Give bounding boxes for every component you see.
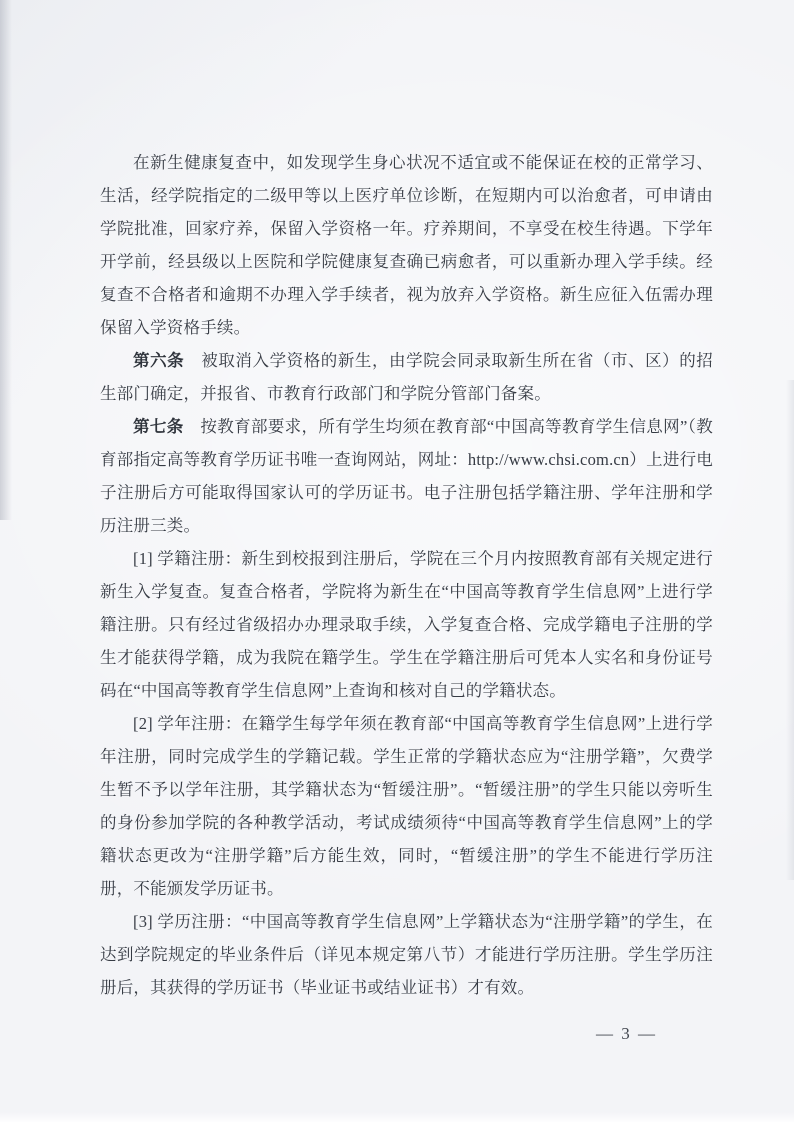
article-6-heading: 第六条: [133, 351, 185, 370]
paragraph-xueli-registration: [100, 905, 713, 1004]
paragraph-text: 按教育部要求，所有学生均须在教育部“中国高等教育学生信息网”（教育部指定高等教育学历证书唯一查询网站，网址：http://www.chsi.com.cn）上进行电子注册后方可能取得国家认可的学历证书。电子注册包括学籍注册、学年注册和学历注册三类。: [100, 417, 713, 535]
paragraph-text: [1] 学籍注册：新生到校报到注册后，学院在三个月内按照教育部有关规定进行新生入学复查。复查合格者，学院将为新生在“中国高等教育学生信息网”上进行学籍注册。只有经过省级招办办理录取手续，入学复查合格、完成学籍电子注册的学生才能获得学籍，成为我院在籍学生。学生在学籍注册后可凭本人实名和身份证号码在“中国高等教育学生信息网”上查询和核对自己的学籍状态。: [100, 549, 713, 700]
document-body: [100, 146, 713, 1004]
paragraph-annual-registration: [100, 707, 713, 905]
scan-edge-left-shadow: [0, 0, 12, 520]
scan-edge-bottom-highlight: [0, 1112, 794, 1122]
paragraph-article-6: [100, 344, 713, 410]
page-number: — 3 —: [596, 1024, 657, 1043]
paragraph-xueji-registration: [100, 542, 713, 707]
paragraph-text: 在新生健康复查中，如发现学生身心状况不适宜或不能保证在校的正常学习、生活，经学院指定的二级甲等以上医疗单位诊断，在短期内可以治愈者，可申请由学院批准，回家疗养，保留入学资格一年。疗养期间，不享受在校生待遇。下学年开学前，经县级以上医院和学院健康复查确已病愈者，可以重新办理入学手续。经复查不合格者和逾期不办理入学手续者，视为放弃入学资格。新生应征入伍需办理保留入学资格手续。: [100, 153, 713, 337]
article-7-heading: 第七条: [133, 417, 184, 436]
paragraph-article-7: [100, 410, 713, 542]
scan-edge-right-shadow: [786, 380, 794, 880]
paragraph-health-recheck: [100, 146, 713, 344]
paragraph-text: [3] 学历注册：“中国高等教育学生信息网”上学籍状态为“注册学籍”的学生，在达到学院规定的毕业条件后（详见本规定第八节）才能进行学历注册。学生学历注册后，其获得的学历证书（毕业证书或结业证书）才有效。: [100, 912, 713, 997]
paragraph-text: [2] 学年注册：在籍学生每学年须在教育部“中国高等教育学生信息网”上进行学年注册，同时完成学生的学籍记载。学生正常的学籍状态应为“注册学籍”，欠费学生暂不予以学年注册，其学籍状态为“暂缓注册”。“暂缓注册”的学生只能以旁听生的身份参加学院的各种教学活动，考试成绩须待“中国高等教育学生信息网”上的学籍状态更改为“注册学籍”后方能生效，同时，“暂缓注册”的学生不能进行学历注册，不能颁发学历证书。: [100, 714, 713, 898]
paragraph-text: 被取消入学资格的新生，由学院会同录取新生所在省（市、区）的招生部门确定，并报省、市教育行政部门和学院分管部门备案。: [100, 351, 713, 403]
